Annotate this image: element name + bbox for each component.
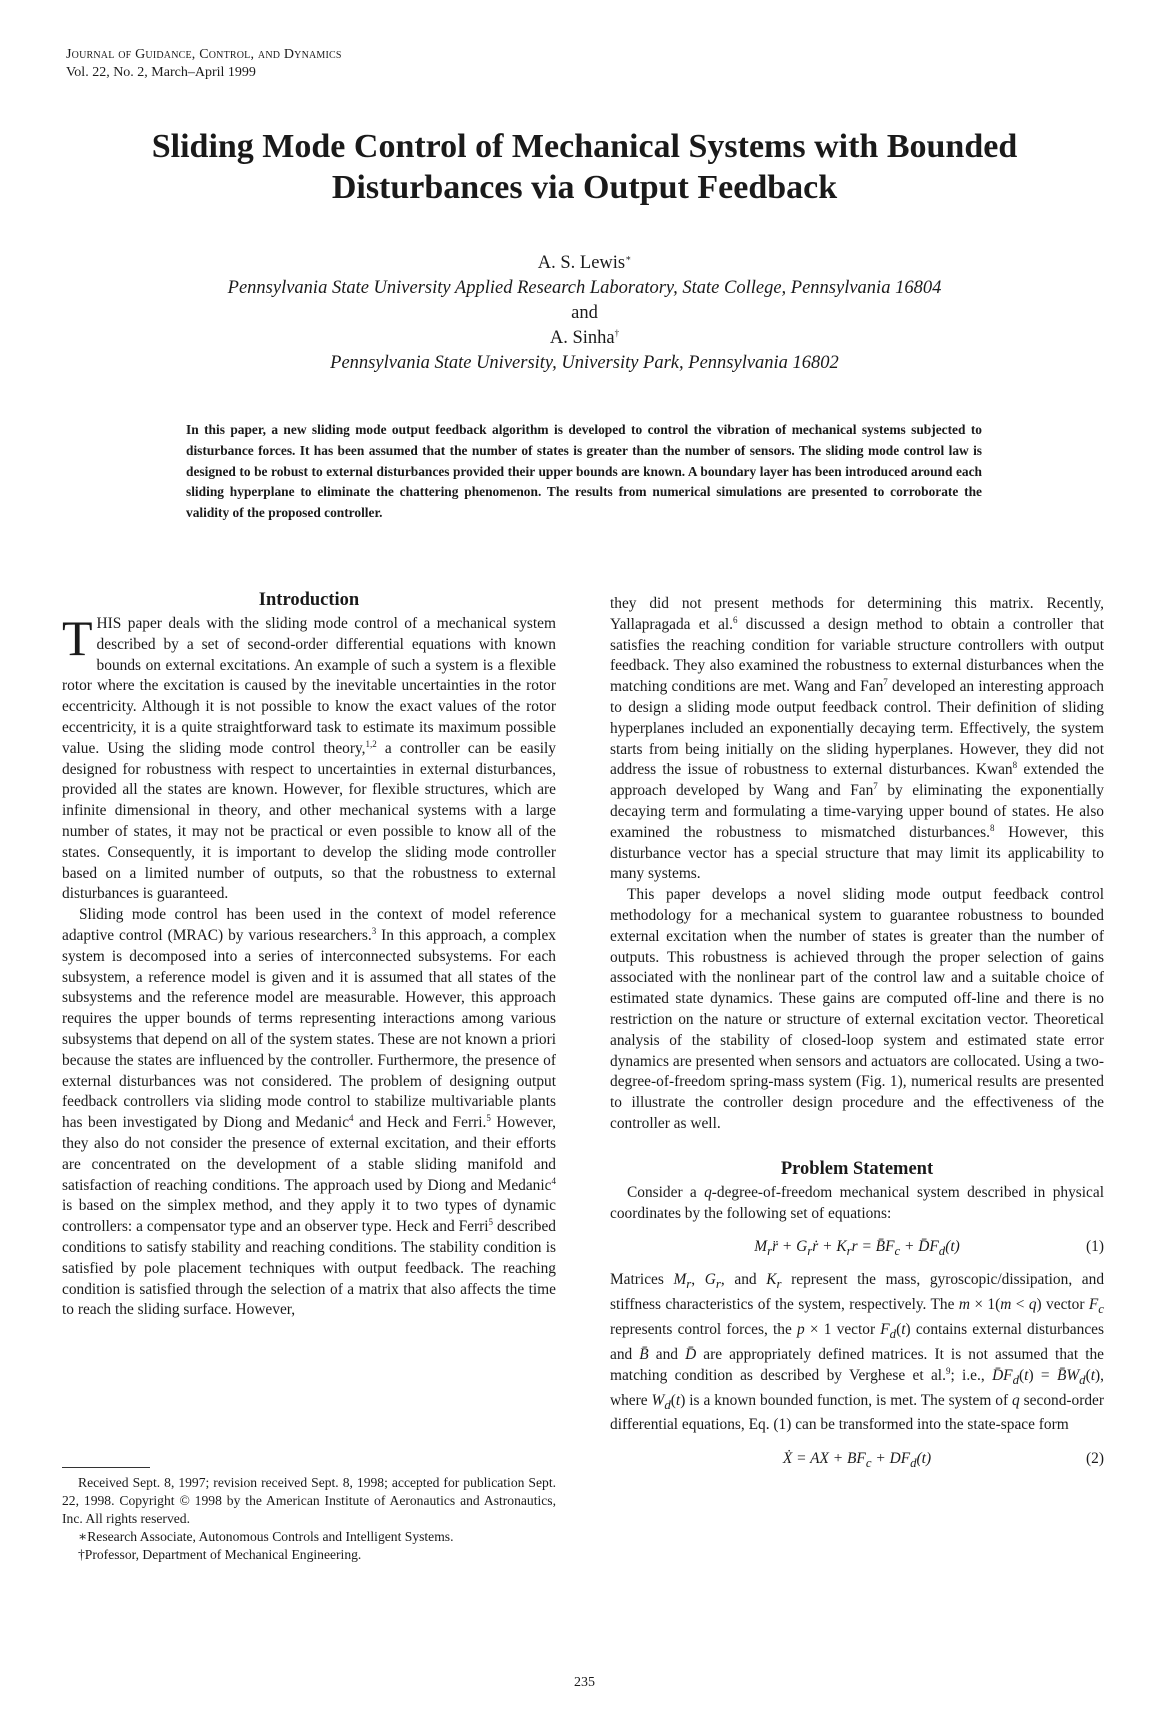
journal-volume: Vol. 22, No. 2, March–April 1999 — [66, 65, 256, 80]
intro-paragraph-2: Sliding mode control has been used in the context of model reference adaptive control (MRAC) by various researchers.$^3$ In this approach, a complex system is decomposed into a series of interconnected subsystems. For each subsystem, a reference model is given and it is assumed that all states of the subsystems and the reference model are measurable. However, this approach requires the upper bounds of terms representing interactions among various subsystems that depend on all of the system states. These are not known a priori because the states are influenced by the controller. Furthermore, the presence of external disturbances was not considered. The problem of designing output feedback controllers via sliding mode control to stabilize multivariable plants has been investigated by Diong and Medanic$^4$ and Heck and Ferri.$^5$ However, they also do not consider the presence of external excitation, and their efforts are concentrated on the development of a stable sliding manifold and satisfaction of reaching conditions. The approach used by Diong and Medanic$^4$ is based on the simplex method, and they apply it to two types of dynamic controllers: a compensator type and an observer type. Heck and Ferri$^5$ described conditions to satisfy stability and reaching conditions. The stability condition is satisfied by pole placement techniques with output feedback. The reaching condition is satisfied through the selection of a matrix that also affects the time to reach the sliding surface. However, — [62, 906, 557, 1319]
journal-name: Journal of Guidance, Control, and Dynamics — [66, 47, 342, 62]
drop-cap: T — [62, 610, 93, 666]
author-2: A. Sinha — [549, 328, 615, 348]
author-1: A. S. Lewis — [537, 253, 626, 273]
title-line-2: Disturbances via Output Feedback — [331, 169, 838, 206]
equation-2-number: (2) — [1086, 1450, 1104, 1468]
footnote-rule — [62, 1467, 150, 1468]
footnote-1: ∗Research Associate, Autonomous Controls and Intelligent Systems. — [78, 1529, 454, 1544]
affiliation-1: Pennsylvania State University Applied Research Laboratory, State College, Pennsylvania 16804 — [227, 278, 942, 298]
abstract: In this paper, a new sliding mode output feedback algorithm is developed to control the vibration of mechanical systems subjected to disturbance forces. It has been assumed that the number of states is greater than the number of sensors. The sliding mode control law is designed to be robust to external disturbances provided their upper bounds are known. A boundary layer has been introduced around each sliding hyperplane to eliminate the chattering phenomenon. The results from numerical simulations are presented to corroborate the validity of the proposed controller. — [186, 422, 982, 521]
equation-1-body: $M_rr̈$ + $G_rṙ + K_rr$ = $B̄F_c$ + $D̄F_d(t)$ — [754, 1238, 960, 1259]
paper-title — [60, 126, 1109, 208]
author-1-line — [60, 251, 1109, 276]
author-2-line — [60, 326, 1109, 351]
equation-1-number: (1) — [1086, 1238, 1104, 1256]
equation-1 — [610, 1224, 1104, 1270]
section-heading-problem-statement: Problem Statement — [780, 1158, 934, 1179]
right-column — [610, 594, 1104, 1482]
equation-2-body: Ẋ = AX + $BF_c + DF_d(t)$ — [782, 1450, 932, 1471]
author-2-mark: † — [614, 327, 620, 338]
intro-paragraph-2-cont: they did not present methods for determining this matrix. Recently, Yallapragada et al.$^6$ discussed a design method to obtain a controller that satisfies the reaching condition for variable structure controllers with output feedback. They also examined the robustness to external disturbances when the matching conditions are met. Wang and Fan$^7$ developed an interesting approach to design a sliding mode output feedback control. Their definition of sliding hyperplanes included an exponentially decaying term. Effectively, the system starts from being initially on the sliding hyperplanes. However, they did not address the issue of robustness to external disturbances. Kwan$^8$ extended the approach developed by Wang and Fan$^7$ by eliminating the exponentially decaying term and formulating a time-varying upper bound of states. He also examined the robustness to mismatched disturbances.$^8$ However, this disturbance vector has a special structure that may limit its applicability to many systems. — [610, 595, 1104, 883]
author-block — [60, 251, 1109, 376]
affiliation-2: Pennsylvania State University, University Park, Pennsylvania 16802 — [330, 353, 839, 373]
footnote-2: †Professor, Department of Mechanical Engineering. — [78, 1547, 362, 1562]
intro-paragraph-1: THIS paper deals with the sliding mode control of a mechanical system described by a set of second-order differential equations with known bounds on external excitations. An example of such a system is a flexible rotor where the excitation is caused by the inevitable uncertainties in the rotor eccentricity. Although it is not possible to know the exact values of the rotor eccentricity, it is a quite straightforward task to estimate its maximum possible value. Using the sliding mode control theory,$^{1,2}$ a controller can be easily designed for robustness with respect to uncertainties in external disturbances, provided all the states are known. However, for flexible structures, which are infinite dimensional in theory, and other mechanical systems with a large number of states, it may not be practical or even possible to know all of the states. Consequently, it is important to develop the sliding mode controller based on a limited number of outputs, so that the robustness to external disturbances is guaranteed. — [62, 610, 556, 903]
intro-paragraph-3: This paper develops a novel sliding mode output feedback control methodology for a mechanical system to guarantee robustness to bounded external excitation when the number of states is greater than the number of outputs. This robustness is achieved through the proper selection of gains associated with the nonlinear part of the control law and a suitable choice of estimated state dynamics. These gains are computed off-line and there is no restriction on the nature or structure of external excitation vector. Theoretical analysis of the stability of closed-loop system and estimated state error dynamics are presented when sensors and actuators are collocated. Using a two-degree-of-freedom spring-mass system (Fig. 1), numerical results are presented to illustrate the controller design procedure and the effectiveness of the controller as well. — [610, 886, 1104, 1132]
footnotes — [62, 1474, 556, 1564]
title-line-1: Sliding Mode Control of Mechanical Systems with Bounded — [151, 128, 1018, 165]
author-and: and — [571, 303, 598, 323]
section-heading-introduction: Introduction — [258, 590, 360, 610]
author-1-mark: ∗ — [625, 252, 632, 263]
problem-paragraph-2: Matrices $M_r$, $G_r$, and $K_r$ represent the mass, gyroscopic/dissipation, and stiffness characteristics of the system, respectively. The m × 1(m < q) vector $F_c$ represents control forces, the p × 1 vector $F_d(t)$ contains external disturbances and B̄ and D̄ are appropriately defined matrices. It is not assumed that the matching condition as described by Verghese et al.$^9$; i.e., $D̄F_d(t)$ = $B̄W_d(t)$, where $W_d(t)$ is a known bounded function, is met. The system of q second-order differential equations, Eq. (1) can be transformed into the state-space form — [610, 1271, 1105, 1434]
footnote-received: Received Sept. 8, 1997; revision received Sept. 8, 1998; accepted for publication Sept. 22, 1998. Copyright © 1998 by the American Institute of Aeronautics and Astronautics, Inc. All rights reserved. — [62, 1475, 556, 1526]
page-number: 235 — [574, 1675, 595, 1690]
equation-2 — [610, 1436, 1104, 1482]
problem-paragraph-1: Consider a q-degree-of-freedom mechanical system described in physical coordinates by the following set of equations: — [610, 1183, 1104, 1222]
left-column — [62, 588, 556, 1321]
journal-header — [66, 46, 342, 82]
